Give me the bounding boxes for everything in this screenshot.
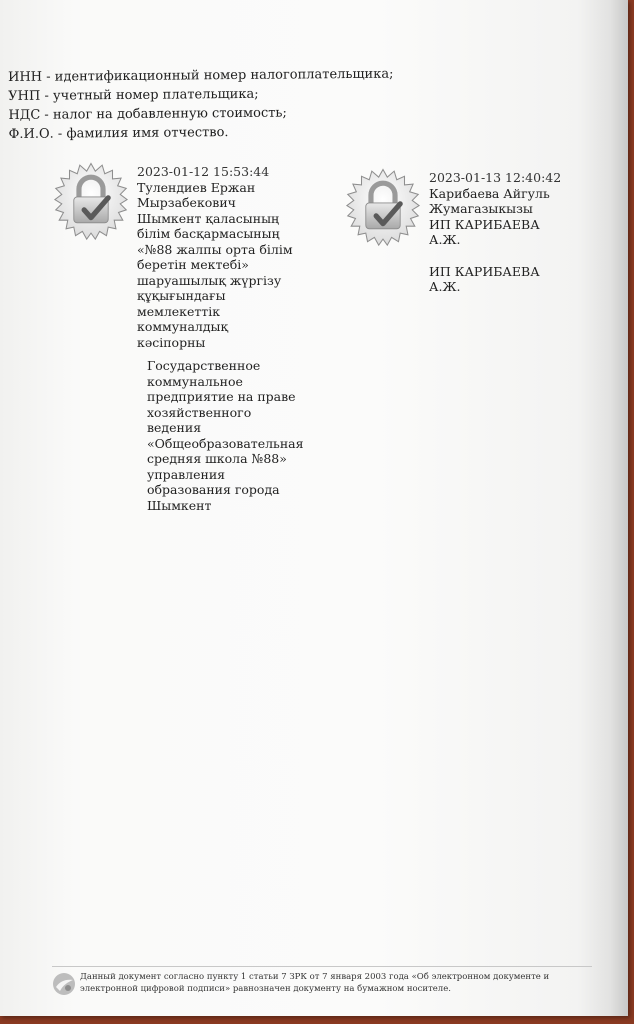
signature-2-ru-line: А.Ж. bbox=[429, 279, 461, 294]
abbreviation-unp: УНП - учетный номер плательщика; bbox=[8, 86, 259, 104]
signature-1-ru-line: ведения bbox=[147, 420, 202, 435]
footer-line-2: электронной цифровой подписи» равнозначен документу на бумажном носителе. bbox=[80, 984, 451, 994]
signature-1-kz-line: кәсіпорны bbox=[137, 334, 206, 350]
signature-1-ru-line: хозяйственного bbox=[147, 404, 252, 420]
signature-2-text bbox=[429, 170, 561, 295]
signature-1-ru-block bbox=[147, 358, 304, 513]
abbreviation-fio: Ф.И.О. - фамилия имя отчество. bbox=[8, 125, 229, 142]
signature-2-datetime: 2023-01-13 12:40:42 bbox=[429, 170, 562, 185]
abbreviation-inn: ИНН - идентификационный номер налогоплательщика; bbox=[8, 66, 394, 85]
document-footer bbox=[52, 966, 592, 995]
signature-1-kz-line: шаруашылық жүргізу bbox=[137, 272, 282, 288]
signature-2-kz-block bbox=[429, 186, 561, 248]
signature-1-ru-line: предприятие на праве bbox=[147, 389, 296, 404]
signature-1-kz-line: коммуналдық bbox=[137, 319, 229, 334]
footer-legal-text bbox=[80, 971, 592, 995]
abbreviations-list bbox=[8, 65, 394, 144]
signature-seal-icon bbox=[48, 160, 134, 246]
signature-2-ru-line: ИП КАРИБАЕВА bbox=[429, 263, 540, 279]
signature-1-kz-line: мемлекеттік bbox=[137, 303, 221, 319]
signature-1-kz-line: беретін мектебі» bbox=[137, 257, 249, 272]
signature-1-kz-block bbox=[137, 180, 304, 351]
signature-2-kz-line: Жумагазыкызы bbox=[429, 201, 533, 216]
footer-line-1: Данный документ согласно пункту 1 статьи 7 ЗРК от 7 января 2003 года «Об электронном документе и bbox=[80, 972, 550, 982]
signature-1-ru-line: средняя школа №88» bbox=[147, 451, 287, 466]
signature-1-ru-line: Шымкент bbox=[147, 497, 212, 513]
abbreviation-nds: НДС - налог на добавленную стоимость; bbox=[8, 105, 287, 123]
signature-1-kz-line: Шымкент қаласының bbox=[137, 210, 280, 226]
signature-1-kz-line: Мырзабекович bbox=[137, 195, 236, 210]
signature-1-ru-line: коммунальное bbox=[147, 373, 243, 389]
signature-1-ru-line: управления bbox=[147, 466, 226, 482]
signature-2-kz-line: Карибаева Айгуль bbox=[429, 185, 550, 201]
signature-1-kz-line: Тулендиев Ержан bbox=[137, 179, 256, 195]
signature-1-kz-line: білім басқармасының bbox=[137, 226, 280, 241]
signature-2-ru-block bbox=[429, 264, 561, 295]
signature-1-ru-line: Государственное bbox=[147, 358, 261, 373]
signature-1-ru-line: «Общеобразовательная bbox=[147, 435, 304, 451]
signature-2-kz-line: ИП КАРИБАЕВА bbox=[429, 216, 540, 232]
signature-1-kz-line: құқығындағы bbox=[137, 288, 226, 303]
signature-1-kz-line: «№88 жалпы орта білім bbox=[137, 241, 293, 257]
signature-2-kz-line: А.Ж. bbox=[429, 232, 461, 247]
signature-seal-icon bbox=[340, 166, 426, 252]
signature-1-datetime: 2023-01-12 15:53:44 bbox=[137, 164, 270, 179]
signature-1-ru-line: образования города bbox=[147, 482, 280, 497]
signature-2-gap bbox=[429, 248, 561, 264]
digital-signature-logo-icon bbox=[52, 972, 76, 996]
signature-1-text bbox=[137, 164, 304, 513]
